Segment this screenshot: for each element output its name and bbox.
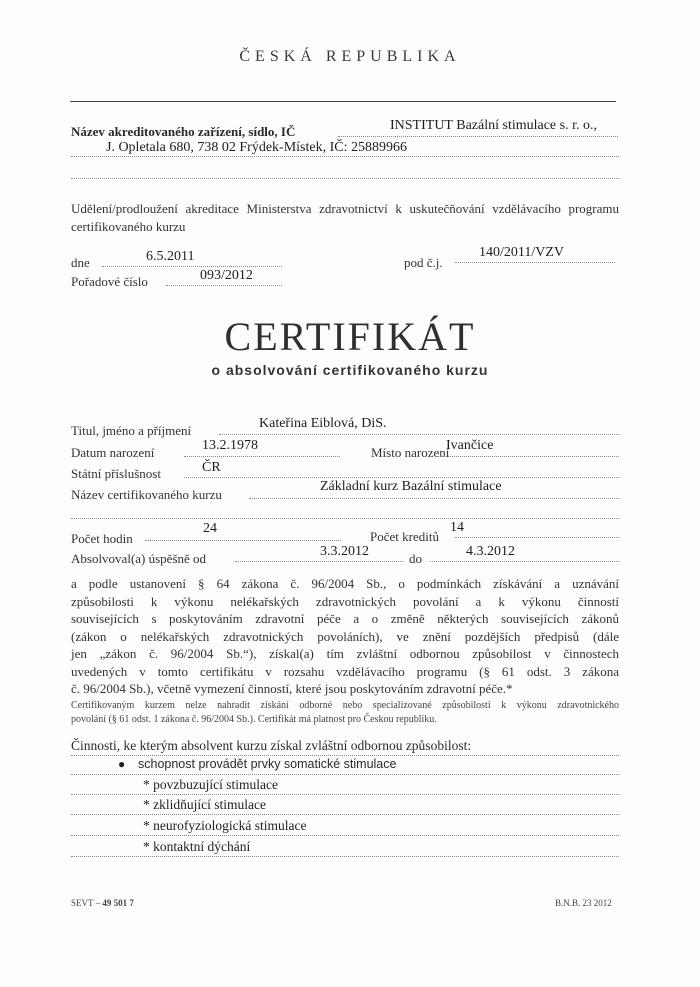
form-code-number: 49 501 7 [102,898,134,908]
legal-note-line: povolání (§ 61 odst. 1 zákona č. 96/2004 Sb.). Certifikát má platnost pro Českou republiku. [71,714,437,725]
facility-blank-line [71,178,619,179]
country-header: ČESKÁ REPUBLIKA [239,48,461,65]
legal-line: souvisejících s poskytováním zdravotní péče a o změně některých souvisejících zákonů [71,611,619,626]
accreditation-date-line [102,266,282,267]
facility-name: INSTITUT Bazální stimulace s. r. o., [390,118,597,133]
name-line [219,434,619,435]
name-label: Titul, jméno a příjmení [71,423,192,438]
certificate-title: CERTIFIKÁT [224,314,476,359]
accreditation-text: Udělení/prodloužení akreditace Ministerstva zdravotnictví k uskutečňování vzdělávacího programu certifikovaného kurzu [71,201,619,234]
citizenship-label: Státní příslušnost [71,466,161,481]
facility-address-line [71,156,619,157]
legal-line: (zákon o nelékařských zdravotnických povoláních), ve znění pozdějších předpisů (dále [71,628,619,644]
legal-line: a podle ustanovení § 64 zákona č. 96/2004 Sb., o podmínkách získávání a uznávání [71,576,619,591]
activity-line [71,856,619,857]
credits-line [455,537,619,538]
accreditation-ref-label: pod č.j. [404,255,443,270]
facility-address: J. Opletala 680, 738 02 Frýdek-Místek, IČ: 25889966 [106,140,407,155]
completed-to-value: 4.3.2012 [466,544,515,559]
legal-line: jen „zákon č. 96/2004 Sb.“), získal(a) tím zvláštní odbornou způsobilost v činnostech [71,646,619,661]
legal-paragraph [71,575,619,698]
legal-note [71,699,619,727]
accreditation-ref-value: 140/2011/VZV [479,245,565,260]
activity-line [71,814,619,815]
hours-label: Počet hodin [71,531,133,546]
completed-from-value: 3.3.2012 [320,544,369,559]
hours-line [145,540,341,541]
order-number-value: 093/2012 [200,268,253,283]
legal-line: způsobilosti k výkonu nelékařských zdravotnických povolání a k výkonu činností [71,593,619,609]
credits-label: Počet kreditů [370,529,439,544]
hours-value: 24 [203,521,217,536]
completed-to-label: do [409,551,422,566]
birth-place-line [435,456,619,457]
order-number-label: Pořadové číslo [71,274,148,289]
activity-item: * kontaktní dýchání [143,839,251,854]
completed-label: Absolvoval(a) úspěšně od [71,551,207,566]
activities-heading-line [71,755,619,756]
form-code-prefix: SEVT – [71,898,101,908]
activity-line [71,774,619,775]
activities-heading: Činnosti, ke kterým absolvent kurzu získal zvláštní odbornou způsobilost: [71,738,472,753]
facility-name-line [338,136,618,137]
credits-value: 14 [450,520,464,535]
legal-line: uvedených v tomto certifikátu v rozsahu vzdělávacího programu (§ 61 odst. 3 zákona [71,663,619,679]
course-name-label: Název certifikovaného kurzu [71,487,222,502]
completed-from-line [235,561,403,562]
activity-item: * zklidňující stimulace [143,797,266,812]
name-value: Kateřina Eiblová, DiS. [259,416,387,431]
birth-date-label: Datum narození [71,445,155,460]
citizenship-line [184,477,619,478]
activity-item: * neurofyziologická stimulace [143,818,307,833]
course-name-line [249,498,619,499]
accreditation-ref-line [455,262,615,263]
legal-note-line: Certifikovaným kurzem nelze nahradit získání odborné nebo specializované způsobilosti k výkonu zdravotnického [71,700,619,711]
certificate-subtitle: o absolvování certifikovaného kurzu [211,362,489,378]
birth-place-value: Ivančice [446,438,494,453]
bullet-icon: ● [118,757,126,771]
course-blank-line [71,518,619,519]
birth-place-label: Místo narození [371,445,450,460]
legal-line: č. 96/2004 Sb.), včetně vymezení činností, které jsou poskytováním zdravotní péče.* [71,681,513,696]
order-number-line [166,285,282,286]
accreditation-date-value: 6.5.2011 [146,249,195,264]
birth-date-line [184,456,340,457]
activity-item: * povzbuzující stimulace [143,777,278,792]
accreditation-date-label: dne [71,255,90,270]
header-rule [70,101,616,102]
activity-line [71,794,619,795]
printer-mark: B.N.B. 23 2012 [555,898,612,908]
facility-label: Název akreditovaného zařízení, sídlo, IČ [71,124,296,139]
activity-line [71,835,619,836]
birth-date-value: 13.2.1978 [202,438,258,453]
completed-to-line [430,561,619,562]
form-code [71,898,134,908]
course-name-value: Základní kurz Bazální stimulace [320,479,502,494]
activity-item: schopnost provádět prvky somatické stimulace [138,757,397,771]
citizenship-value: ČR [202,460,221,475]
